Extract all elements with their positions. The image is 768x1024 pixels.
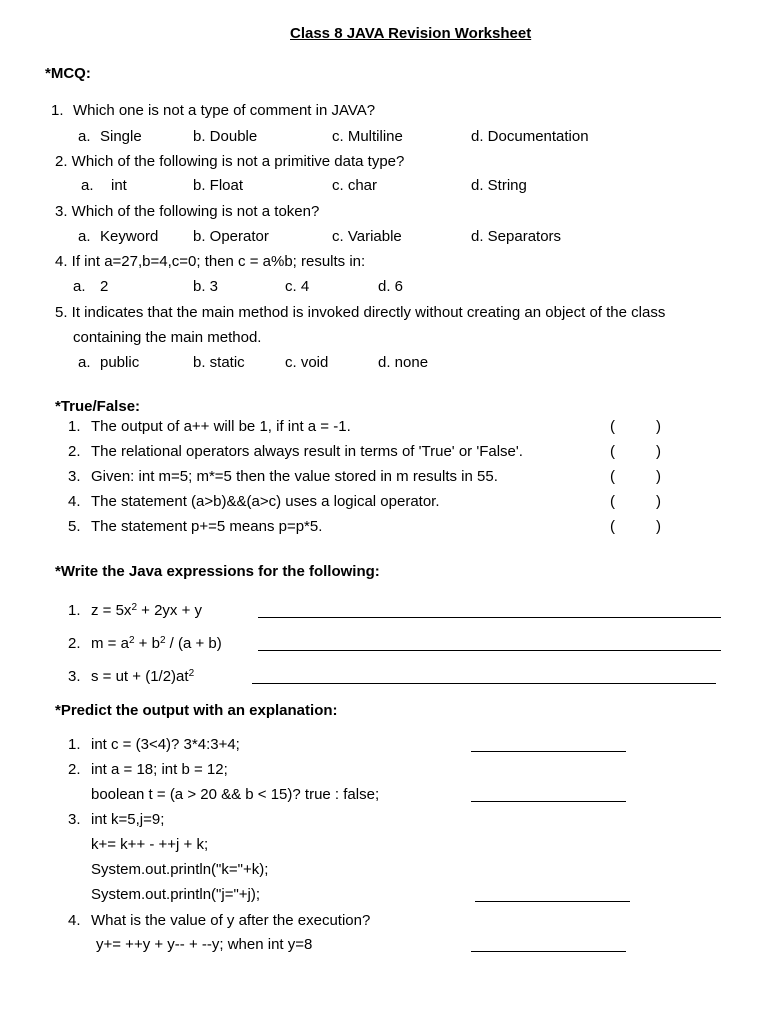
expr-2-answer-line[interactable] bbox=[258, 650, 721, 651]
mcq-q4-option-c: c. 4 bbox=[285, 278, 310, 295]
predict-3-number: 3. bbox=[68, 811, 81, 828]
expr-1-answer-line[interactable] bbox=[258, 617, 721, 618]
mcq-q1-option-b: b. Double bbox=[193, 128, 258, 145]
mcq-q2-option-a: int bbox=[111, 177, 127, 194]
predict-3-line4: System.out.println("j="+j); bbox=[91, 886, 261, 903]
mcq-q5-text-line1: 5. It indicates that the main method is invoked directly without creating an object of the class bbox=[55, 304, 666, 321]
mcq-q1-option-c: c. Multiline bbox=[332, 128, 403, 145]
mcq-q5-option-a: public bbox=[100, 354, 140, 371]
tf-3-open-paren: ( bbox=[610, 468, 615, 485]
mcq-q1-option-d: d. Documentation bbox=[471, 128, 589, 145]
true-false-heading: *True/False: bbox=[55, 398, 141, 415]
predict-2-line2: boolean t = (a > 20 && b < 15)? true : false; bbox=[91, 786, 380, 803]
expressions-heading: *Write the Java expressions for the following: bbox=[55, 563, 380, 580]
mcq-q2-option-a-letter: a. bbox=[81, 177, 94, 194]
mcq-q5-option-d: d. none bbox=[378, 354, 429, 371]
tf-5-close-paren: ) bbox=[656, 518, 661, 535]
mcq-q3-option-d: d. Separators bbox=[471, 228, 562, 245]
tf-3-text: Given: int m=5; m*=5 then the value stored in m results in 55. bbox=[91, 468, 498, 485]
mcq-q1-option-a: Single bbox=[100, 128, 142, 145]
tf-2-number: 2. bbox=[68, 443, 81, 460]
tf-1-text: The output of a++ will be 1, if int a = -1. bbox=[91, 418, 351, 435]
predict-4-line2: y+= ++y + y-- + --y; when int y=8 bbox=[96, 936, 313, 953]
mcq-q2-text: 2. Which of the following is not a primitive data type? bbox=[55, 153, 405, 170]
mcq-q3-text: 3. Which of the following is not a token? bbox=[55, 203, 320, 220]
predict-1-line1: int c = (3<4)? 3*4:3+4; bbox=[91, 736, 240, 753]
tf-4-number: 4. bbox=[68, 493, 81, 510]
mcq-q4-option-d: d. 6 bbox=[378, 278, 404, 295]
predict-2-line1: int a = 18; int b = 12; bbox=[91, 761, 228, 778]
predict-4-line1: What is the value of y after the execution? bbox=[91, 912, 371, 929]
tf-5-number: 5. bbox=[68, 518, 81, 535]
mcq-q2-option-d: d. String bbox=[471, 177, 527, 194]
mcq-q4-option-a: 2 bbox=[100, 278, 109, 295]
predict-1-answer-line[interactable] bbox=[471, 751, 626, 752]
tf-5-open-paren: ( bbox=[610, 518, 615, 535]
tf-4-text: The statement (a>b)&&(a>c) uses a logical operator. bbox=[91, 493, 440, 510]
expr-1-number: 1. bbox=[68, 602, 81, 619]
tf-3-close-paren: ) bbox=[656, 468, 661, 485]
mcq-q2-option-b: b. Float bbox=[193, 177, 244, 194]
mcq-heading: *MCQ: bbox=[45, 65, 91, 82]
mcq-q4-text: 4. If int a=27,b=4,c=0; then c = a%b; results in: bbox=[55, 253, 366, 270]
tf-1-close-paren: ) bbox=[656, 418, 661, 435]
mcq-q4-option-a-letter: a. bbox=[73, 278, 86, 295]
mcq-q3-option-c: c. Variable bbox=[332, 228, 402, 245]
mcq-q1-option-a-letter: a. bbox=[78, 128, 91, 145]
tf-2-open-paren: ( bbox=[610, 443, 615, 460]
tf-5-text: The statement p+=5 means p=p*5. bbox=[91, 518, 323, 535]
predict-2-number: 2. bbox=[68, 761, 81, 778]
tf-1-open-paren: ( bbox=[610, 418, 615, 435]
page-title: Class 8 JAVA Revision Worksheet bbox=[290, 25, 532, 42]
expr-1: $z = 5x^2 + 2yx + y$ bbox=[91, 602, 203, 619]
tf-1-number: 1. bbox=[68, 418, 81, 435]
mcq-q1-text: Which one is not a type of comment in JAVA? bbox=[73, 102, 376, 119]
mcq-q2-option-c: c. char bbox=[332, 177, 378, 194]
tf-4-close-paren: ) bbox=[656, 493, 661, 510]
expr-3-number: 3. bbox=[68, 668, 81, 685]
expr-3: s = ut + $(1/2)at^2$ bbox=[91, 668, 195, 685]
expr-3-answer-line[interactable] bbox=[252, 683, 716, 684]
mcq-q3-option-b: b. Operator bbox=[193, 228, 269, 245]
predict-3-line1: int k=5,j=9; bbox=[91, 811, 165, 828]
mcq-q4-option-b: b. 3 bbox=[193, 278, 219, 295]
mcq-q5-option-c: c. void bbox=[285, 354, 329, 371]
predict-heading: *Predict the output with an explanation: bbox=[55, 702, 338, 719]
predict-1-number: 1. bbox=[68, 736, 81, 753]
mcq-q5-text-line2: containing the main method. bbox=[73, 329, 262, 346]
mcq-q3-option-a: Keyword bbox=[100, 228, 159, 245]
mcq-q5-option-a-letter: a. bbox=[78, 354, 91, 371]
predict-3-line2: k+= k++ - ++j + k; bbox=[91, 836, 209, 853]
predict-4-answer-line[interactable] bbox=[471, 951, 626, 952]
mcq-q5-option-b: b. static bbox=[193, 354, 245, 371]
mcq-q3-option-a-letter: a. bbox=[78, 228, 91, 245]
predict-3-line3: System.out.println("k="+k); bbox=[91, 861, 269, 878]
tf-3-number: 3. bbox=[68, 468, 81, 485]
predict-4-number: 4. bbox=[68, 912, 81, 929]
tf-2-text: The relational operators always result in terms of 'True' or 'False'. bbox=[91, 443, 523, 460]
predict-3-answer-line[interactable] bbox=[475, 901, 630, 902]
expr-2-number: 2. bbox=[68, 635, 81, 652]
predict-2-answer-line[interactable] bbox=[471, 801, 626, 802]
mcq-q1-number: 1. bbox=[51, 102, 64, 119]
tf-2-close-paren: ) bbox=[656, 443, 661, 460]
expr-2: $m = a^2 + b^2 / (a + b)$ bbox=[91, 635, 222, 652]
tf-4-open-paren: ( bbox=[610, 493, 615, 510]
